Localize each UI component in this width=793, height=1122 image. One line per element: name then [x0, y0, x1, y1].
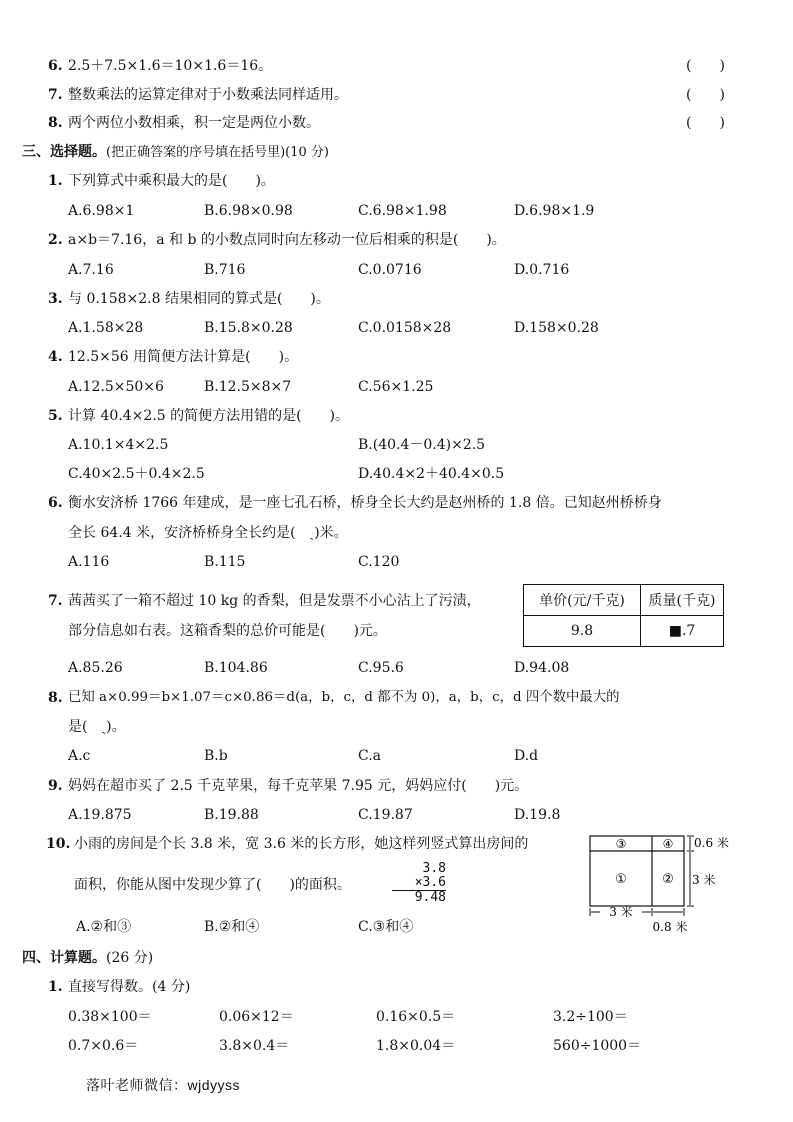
q2-text: a×b＝7.16，a 和 b 的小数点同时向左移动一位后相乘的积是( )。: [68, 232, 506, 248]
q5-number: 5.: [48, 408, 63, 424]
calc-item-8[interactable]: 560÷1000＝: [553, 1038, 642, 1054]
q10-option-c[interactable]: C.③和④: [358, 919, 414, 935]
dim-0-6-label: 0.6 米: [694, 836, 729, 850]
q7-text-line2: 部分信息如右表。这箱香梨的总价可能是( )元。: [68, 623, 387, 639]
q10-vertical-calc: [392, 862, 446, 905]
q10-option-a[interactable]: A.②和③: [76, 919, 132, 935]
judge-7-number: 7.: [48, 87, 63, 103]
q9-option-c[interactable]: C.19.87: [358, 807, 413, 823]
judge-6-text: 2.5＋7.5×1.6＝10×1.6＝16。: [68, 58, 273, 74]
q4-number: 4.: [48, 349, 63, 365]
q5-option-b[interactable]: B.(40.4－0.4)×2.5: [358, 437, 486, 453]
judge-6-number: 6.: [48, 58, 63, 74]
q2-number: 2.: [48, 232, 63, 248]
calc-item-3[interactable]: 0.16×0.5＝: [376, 1009, 456, 1025]
judge-7-answer-paren[interactable]: ( ): [686, 87, 725, 103]
q7-option-b[interactable]: B.104.86: [204, 660, 268, 676]
judge-6-answer-paren[interactable]: ( ): [686, 58, 725, 74]
q8-number: 8.: [48, 690, 63, 706]
region-4-label: ④: [662, 837, 674, 851]
q2-option-c[interactable]: C.0.0716: [358, 262, 422, 278]
q3-option-b[interactable]: B.15.8×0.28: [204, 320, 293, 336]
q2-option-b[interactable]: B.716: [204, 262, 246, 278]
q10-option-b[interactable]: B.②和④: [204, 919, 260, 935]
q8-option-c[interactable]: C.a: [358, 748, 382, 764]
q1-number: 1.: [48, 173, 63, 189]
q8-text-line2: 是( ˎ)。: [68, 719, 126, 735]
q8-option-d[interactable]: D.d: [514, 748, 539, 764]
calc-1-text: 直接写得数。(4 分): [68, 979, 191, 995]
dim-0-8-label: 0.8 米: [652, 920, 688, 934]
section-4-note: (26 分): [106, 950, 154, 966]
q7-invoice-table: [523, 584, 724, 647]
q10-room-diagram: [586, 834, 736, 934]
q5-option-d[interactable]: D.40.4×2＋40.4×0.5: [358, 466, 505, 482]
q4-option-b[interactable]: B.12.5×8×7: [204, 379, 292, 395]
calc-item-7[interactable]: 1.8×0.04＝: [376, 1038, 456, 1054]
q10-vertical-row1: 3.8: [422, 861, 446, 876]
q7-option-c[interactable]: C.95.6: [358, 660, 404, 676]
q10-text-line1: 小雨的房间是个长 3.8 米，宽 3.6 米的长方形，她这样列竖式算出房间的: [74, 836, 529, 852]
q7-text-line1: 茜茜买了一箱不超过 10 kg 的香梨，但是发票不小心沾上了污渍，: [68, 593, 481, 609]
q5-text: 计算 40.4×2.5 的简便方法用错的是( )。: [68, 408, 349, 424]
q2-option-a[interactable]: A.7.16: [68, 262, 114, 278]
q8-option-b[interactable]: B.b: [204, 748, 228, 764]
q3-option-c[interactable]: C.0.0158×28: [358, 320, 452, 336]
q6-text-line1: 衡水安济桥 1766 年建成，是一座七孔石桥，桥身全长大约是赵州桥的 1.8 倍。已知赵州桥桥身: [68, 495, 662, 511]
q1-text: 下列算式中乘积最大的是( )。: [68, 173, 275, 189]
q6-number: 6.: [48, 495, 63, 511]
q4-option-c[interactable]: C.56×1.25: [358, 379, 434, 395]
q8-text-line1: 已知 a×0.99＝b×1.07＝c×0.86＝d(a，b，c，d 都不为 0)，a，b，c，d 四个数中最大的: [68, 690, 620, 705]
dim-3-bottom-label: 3 米: [609, 905, 633, 919]
q7-option-a[interactable]: A.85.26: [68, 660, 123, 676]
q7-cell-weight: ■.7: [641, 616, 724, 647]
q7-header-unit-price: 单价(元/千克): [524, 585, 641, 616]
calc-item-4[interactable]: 3.2÷100＝: [553, 1009, 628, 1025]
q7-option-d[interactable]: D.94.08: [514, 660, 570, 676]
judge-8-text: 两个两位小数相乘，积一定是两位小数。: [68, 115, 320, 131]
q1-option-b[interactable]: B.6.98×0.98: [204, 203, 293, 219]
judge-8-number: 8.: [48, 115, 63, 131]
q8-option-a[interactable]: A.c: [68, 748, 91, 764]
q6-option-b[interactable]: B.115: [204, 554, 246, 570]
q4-option-a[interactable]: A.12.5×50×6: [68, 379, 164, 395]
footer-contact: 落叶老师微信：wjdyyss: [86, 1077, 241, 1093]
q9-text: 妈妈在超市买了 2.5 千克苹果，每千克苹果 7.95 元，妈妈应付( )元。: [68, 778, 529, 794]
q3-option-a[interactable]: A.1.58×28: [68, 320, 144, 336]
section-3-title: [22, 142, 329, 163]
q7-cell-unit-price: 9.8: [524, 616, 641, 647]
q1-option-a[interactable]: A.6.98×1: [68, 203, 135, 219]
q9-option-a[interactable]: A.19.875: [68, 807, 132, 823]
q6-text-line2: 全长 64.4 米，安济桥桥身全长约是( ˎ)米。: [68, 525, 348, 541]
section-4-title: [22, 948, 153, 968]
region-3-label: ③: [615, 837, 627, 851]
q9-number: 9.: [48, 778, 63, 794]
section-4-heading: 四、计算题。: [22, 950, 106, 966]
judge-7-text: 整数乘法的运算定律对于小数乘法同样适用。: [68, 87, 348, 103]
q6-option-a[interactable]: A.116: [68, 554, 110, 570]
q3-option-d[interactable]: D.158×0.28: [514, 320, 599, 336]
dim-3-right-label: 3 米: [692, 873, 716, 887]
q3-text: 与 0.158×2.8 结果相同的算式是( )。: [68, 291, 330, 307]
q5-option-a[interactable]: A.10.1×4×2.5: [68, 437, 169, 453]
calc-item-6[interactable]: 3.8×0.4＝: [219, 1038, 290, 1054]
calc-item-1[interactable]: 0.38×100＝: [68, 1009, 152, 1025]
q3-number: 3.: [48, 291, 63, 307]
q9-option-d[interactable]: D.19.8: [514, 807, 561, 823]
q5-option-c[interactable]: C.40×2.5＋0.4×2.5: [68, 466, 205, 482]
q1-option-c[interactable]: C.6.98×1.98: [358, 203, 447, 219]
q10-number: 10.: [46, 836, 71, 852]
calc-item-2[interactable]: 0.06×12＝: [219, 1009, 294, 1025]
q2-option-d[interactable]: D.0.716: [514, 262, 570, 278]
q10-vertical-row3: 9.48: [414, 890, 446, 905]
section-3-heading: 三、选择题。: [22, 144, 106, 160]
q9-option-b[interactable]: B.19.88: [204, 807, 259, 823]
q1-option-d[interactable]: D.6.98×1.9: [514, 203, 595, 219]
q4-text: 12.5×56 用简便方法计算是( )。: [68, 349, 299, 365]
region-1-label: ①: [615, 872, 627, 887]
judge-8-answer-paren[interactable]: ( ): [686, 115, 725, 131]
q6-option-c[interactable]: C.120: [358, 554, 400, 570]
q10-text-line2: 面积，你能从图中发现少算了( )的面积。: [74, 877, 351, 893]
calc-1-number: 1.: [48, 979, 63, 995]
calc-item-5[interactable]: 0.7×0.6＝: [68, 1038, 139, 1054]
q10-vertical-row2: ×3.6: [392, 876, 446, 891]
q7-header-weight: 质量(千克): [641, 585, 724, 616]
region-2-label: ②: [662, 872, 674, 887]
section-3-note: (把正确答案的序号填在括号里)(10 分): [106, 145, 329, 160]
q7-number: 7.: [48, 593, 63, 609]
